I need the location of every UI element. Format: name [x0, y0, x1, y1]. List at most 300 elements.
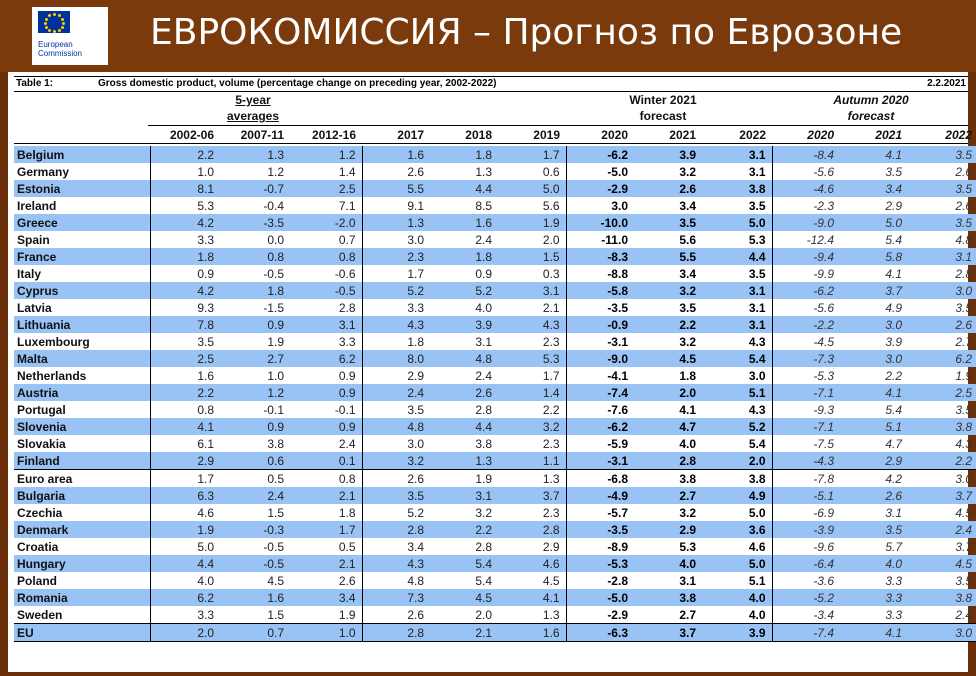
value-cell: 5.3 — [150, 197, 220, 214]
value-cell: 3.2 — [634, 282, 702, 299]
table-row — [14, 282, 976, 299]
table-row — [14, 316, 976, 333]
country-cell: Poland — [17, 573, 58, 588]
value-cell: 2.7 — [679, 607, 696, 622]
value-cell: 1.7 — [542, 368, 560, 383]
value-cell: 2.6 — [362, 163, 430, 180]
value-cell: -8.3 — [566, 248, 634, 265]
value-cell: 8.5 — [475, 198, 492, 213]
value-cell: -6.4 — [772, 555, 840, 572]
value-cell: 1.0 — [150, 163, 220, 180]
value-cell: 4.3 — [362, 316, 430, 333]
value-cell: -0.6 — [334, 266, 356, 281]
value-cell: 3.8 — [702, 470, 772, 488]
value-cell: 1.3 — [362, 214, 430, 231]
value-cell: 2.2 — [430, 521, 498, 538]
value-cell: 5.1 — [702, 384, 772, 401]
value-cell: -3.5 — [566, 299, 634, 316]
value-cell: 1.6 — [430, 214, 498, 231]
value-cell: 1.8 — [338, 505, 356, 520]
logo-line-1: European — [38, 40, 73, 49]
value-cell: 5.2 — [702, 418, 772, 435]
country-cell: Sweden — [17, 607, 63, 622]
value-cell: 1.8 — [679, 368, 696, 383]
eu-flag-icon — [38, 11, 70, 33]
group-winter-line2: forecast — [639, 109, 687, 123]
value-cell: -6.3 — [566, 624, 634, 642]
value-cell: -0.5 — [263, 266, 284, 281]
value-cell: 2.9 — [150, 452, 220, 470]
value-cell: 3.4 — [679, 266, 696, 281]
value-cell: 3.4 — [840, 180, 908, 197]
value-cell: 5.1 — [748, 573, 766, 588]
value-cell: 2.7 — [634, 487, 702, 504]
value-cell: 3.3 — [150, 606, 220, 624]
value-cell: -7.1 — [772, 384, 840, 401]
value-cell: 2.3 — [362, 248, 430, 265]
value-cell: 2.6 — [634, 180, 702, 197]
value-cell: 5.0 — [498, 180, 566, 197]
country-cell: Estonia — [14, 180, 150, 197]
column-header: 2007-11 — [240, 128, 284, 142]
table-row — [14, 572, 976, 589]
value-cell: 1.6 — [362, 146, 430, 163]
value-cell: 1.1 — [498, 452, 566, 470]
value-cell: 1.9 — [150, 521, 220, 538]
value-cell: 4.3 — [748, 334, 766, 349]
value-cell: -7.4 — [772, 624, 840, 642]
value-cell: 1.8 — [362, 333, 430, 350]
value-cell: 3.9 — [430, 316, 498, 333]
table-row — [14, 435, 976, 452]
value-cell: -2.0 — [290, 214, 362, 231]
logo-text — [38, 40, 82, 58]
value-cell: -5.1 — [772, 487, 840, 504]
value-cell: 3.8 — [908, 418, 976, 435]
gdp-table — [14, 146, 976, 642]
country-cell: Slovakia — [17, 436, 66, 451]
value-cell: 0.7 — [338, 232, 356, 247]
value-cell: 3.0 — [362, 231, 430, 248]
table-row — [14, 146, 976, 163]
value-cell: -10.0 — [566, 214, 634, 231]
value-cell: 1.3 — [542, 607, 560, 622]
country-cell: Slovenia — [14, 418, 150, 435]
value-cell: 4.6 — [150, 504, 220, 521]
value-cell: 4.7 — [634, 418, 702, 435]
value-cell: 4.1 — [498, 589, 566, 606]
value-cell: -9.9 — [772, 265, 840, 282]
value-cell: 3.3 — [338, 334, 356, 349]
value-cell: 1.5 — [267, 607, 284, 622]
value-cell: 3.2 — [498, 418, 566, 435]
value-cell: 6.2 — [908, 350, 976, 367]
value-cell: 0.9 — [475, 266, 492, 281]
value-cell: 1.2 — [290, 146, 362, 163]
value-cell: -8.9 — [566, 538, 634, 555]
group-averages-line1: 5-year — [235, 93, 271, 107]
value-cell: 1.0 — [290, 624, 362, 642]
value-cell: 3.8 — [634, 470, 702, 488]
value-cell: 2.6 — [840, 487, 908, 504]
value-cell: 1.8 — [150, 248, 220, 265]
column-header: 2018 — [465, 128, 492, 142]
table-row — [14, 555, 976, 572]
value-cell: 1.9 — [338, 607, 356, 622]
table-row — [14, 214, 976, 231]
value-cell: 3.5 — [362, 487, 430, 504]
value-cell: 5.1 — [840, 418, 908, 435]
value-cell: 3.2 — [362, 452, 430, 470]
value-cell: -0.4 — [263, 198, 284, 213]
value-cell: 3.7 — [955, 539, 972, 554]
european-commission-logo — [32, 7, 108, 65]
value-cell: 5.2 — [362, 504, 430, 521]
value-cell: -5.6 — [772, 299, 840, 316]
value-cell: 0.8 — [290, 470, 362, 488]
value-cell: 2.8 — [498, 521, 566, 538]
value-cell: 4.6 — [498, 555, 566, 572]
value-cell: 0.9 — [150, 265, 220, 282]
table-row — [14, 333, 976, 350]
value-cell: 2.9 — [885, 198, 902, 213]
value-cell: 5.2 — [362, 282, 430, 299]
value-cell: 3.3 — [362, 299, 430, 316]
value-cell: -3.1 — [566, 333, 634, 350]
group-winter-line1: Winter 2021 — [629, 93, 697, 107]
value-cell: -9.3 — [772, 401, 840, 418]
value-cell: 2.0 — [150, 624, 220, 642]
value-cell: 3.0 — [908, 470, 976, 488]
column-header: 2021 — [875, 128, 902, 142]
value-cell: 4.0 — [748, 607, 766, 622]
value-cell: -5.3 — [772, 367, 840, 384]
value-cell: 5.0 — [748, 505, 766, 520]
value-cell: 2.6 — [338, 573, 356, 588]
value-cell: 1.3 — [475, 164, 492, 179]
value-cell: -7.6 — [566, 401, 634, 418]
value-cell: 0.7 — [220, 624, 290, 642]
table-row — [14, 180, 976, 197]
value-cell: 0.9 — [220, 418, 290, 435]
value-cell: 3.8 — [702, 180, 772, 197]
value-cell: 3.8 — [475, 436, 492, 451]
value-cell: 2.6 — [362, 470, 430, 488]
country-cell: Portugal — [17, 402, 66, 417]
value-cell: 4.6 — [748, 539, 766, 554]
value-cell: 3.8 — [267, 436, 284, 451]
value-cell: 3.9 — [702, 624, 772, 642]
value-cell: 2.4 — [955, 607, 972, 622]
value-cell: 3.7 — [908, 487, 976, 504]
value-cell: 3.5 — [955, 402, 972, 417]
value-cell: 1.8 — [220, 282, 290, 299]
country-cell: Luxembourg — [17, 334, 90, 349]
value-cell: 4.3 — [362, 555, 430, 572]
table-row — [14, 487, 976, 504]
value-cell: 0.8 — [150, 401, 220, 418]
value-cell: 4.4 — [702, 248, 772, 265]
value-cell: 4.0 — [679, 436, 696, 451]
column-header: 2012-16 — [311, 128, 356, 142]
value-cell: 5.0 — [702, 214, 772, 231]
value-cell: -8.8 — [566, 265, 634, 282]
table-caption-bar — [14, 76, 968, 92]
value-cell: 2.8 — [362, 521, 430, 538]
value-cell: 3.0 — [566, 197, 634, 214]
value-cell: 4.3 — [498, 316, 566, 333]
value-cell: 4.1 — [840, 384, 908, 401]
value-cell: -0.1 — [263, 402, 284, 417]
value-cell: -5.9 — [566, 435, 634, 452]
value-cell: 1.6 — [220, 589, 290, 606]
value-cell: 3.7 — [498, 487, 566, 504]
value-cell: 2.6 — [362, 606, 430, 624]
value-cell: -7.1 — [772, 418, 840, 435]
value-cell: 4.9 — [885, 300, 902, 315]
group-averages-line2: averages — [226, 109, 280, 123]
column-header: 2022 — [739, 128, 766, 142]
value-cell: 3.6 — [702, 521, 772, 538]
value-cell: 3.5 — [840, 521, 908, 538]
value-cell: 1.3 — [220, 146, 290, 163]
value-cell: 6.2 — [150, 589, 220, 606]
value-cell: 2.0 — [542, 232, 560, 247]
table-row — [14, 452, 976, 470]
value-cell: 1.8 — [430, 146, 498, 163]
value-cell: 1.7 — [498, 146, 566, 163]
country-cell: Czechia — [17, 505, 63, 520]
value-cell: 0.9 — [290, 418, 362, 435]
value-cell: 2.6 — [955, 164, 972, 179]
value-cell: 5.7 — [885, 539, 902, 554]
table-row — [14, 197, 976, 214]
value-cell: 4.5 — [542, 573, 560, 588]
value-cell: 2.3 — [542, 505, 560, 520]
value-cell: 3.2 — [679, 334, 696, 349]
value-cell: -4.9 — [566, 487, 634, 504]
value-cell: 5.3 — [748, 232, 766, 247]
value-cell: 1.6 — [498, 624, 566, 642]
column-header: 2017 — [397, 128, 424, 142]
value-cell: -0.7 — [220, 180, 290, 197]
value-cell: 3.0 — [362, 435, 430, 452]
value-cell: 3.5 — [150, 333, 220, 350]
value-cell: 5.6 — [542, 198, 560, 213]
value-cell: 3.4 — [362, 538, 430, 555]
value-cell: -5.0 — [566, 589, 634, 606]
value-cell: 1.4 — [498, 384, 566, 401]
country-cell: Italy — [17, 266, 42, 281]
country-cell: Netherlands — [17, 368, 87, 383]
value-cell: 3.1 — [702, 282, 772, 299]
value-cell: 0.8 — [290, 248, 362, 265]
value-cell: -8.4 — [772, 146, 840, 163]
country-cell: Bulgaria — [14, 487, 150, 504]
value-cell: 1.4 — [338, 164, 356, 179]
value-cell: 2.4 — [475, 368, 492, 383]
value-cell: 0.9 — [338, 368, 356, 383]
value-cell: 3.8 — [908, 589, 976, 606]
value-cell: 4.0 — [840, 555, 908, 572]
value-cell: 4.1 — [840, 146, 908, 163]
value-cell: 0.1 — [290, 452, 362, 470]
value-cell: 7.1 — [338, 198, 356, 213]
value-cell: -2.8 — [566, 572, 634, 589]
value-cell: 9.1 — [362, 197, 430, 214]
table-row — [14, 401, 976, 418]
value-cell: -6.9 — [772, 504, 840, 521]
value-cell: 2.2 — [150, 146, 220, 163]
country-cell: Spain — [17, 232, 50, 247]
value-cell: 2.0 — [475, 607, 492, 622]
value-cell: 5.4 — [702, 350, 772, 367]
column-header: 2021 — [669, 128, 696, 142]
value-cell: 5.0 — [150, 538, 220, 555]
value-cell: 6.3 — [150, 487, 220, 504]
value-cell: 4.7 — [885, 436, 902, 451]
value-cell: 3.7 — [840, 282, 908, 299]
value-cell: 1.2 — [220, 384, 290, 401]
value-cell: -5.7 — [566, 504, 634, 521]
value-cell: 2.1 — [542, 300, 560, 315]
value-cell: 0.3 — [542, 266, 560, 281]
value-cell: 8.0 — [362, 350, 430, 367]
table-row — [14, 504, 976, 521]
value-cell: -3.5 — [566, 521, 634, 538]
value-cell: 4.5 — [267, 573, 284, 588]
value-cell: 6.2 — [290, 350, 362, 367]
value-cell: 3.2 — [679, 164, 696, 179]
value-cell: 0.5 — [338, 539, 356, 554]
value-cell: 3.1 — [475, 334, 492, 349]
value-cell: -2.3 — [772, 197, 840, 214]
value-cell: 3.1 — [702, 316, 772, 333]
group-autumn-line2: forecast — [847, 109, 895, 123]
value-cell: 5.4 — [748, 436, 766, 451]
value-cell: 4.8 — [430, 350, 498, 367]
country-cell: Malta — [14, 350, 150, 367]
value-cell: -6.8 — [566, 470, 634, 488]
value-cell: 3.1 — [748, 300, 766, 315]
value-cell: 2.8 — [475, 402, 492, 417]
table-row — [14, 470, 976, 488]
column-header: 2020 — [807, 128, 834, 142]
country-cell: Finland — [14, 452, 150, 470]
value-cell: 3.5 — [362, 401, 430, 418]
value-cell: 5.4 — [885, 232, 902, 247]
value-cell: 3.5 — [885, 164, 902, 179]
table-row — [14, 248, 976, 265]
value-cell: -3.5 — [220, 214, 290, 231]
value-cell: 4.5 — [908, 555, 976, 572]
value-cell: -7.4 — [566, 384, 634, 401]
value-cell: 0.6 — [542, 164, 560, 179]
value-cell: -1.5 — [263, 300, 284, 315]
value-cell: 3.2 — [679, 505, 696, 520]
value-cell: 3.5 — [908, 146, 976, 163]
value-cell: 3.7 — [634, 624, 702, 642]
value-cell: 3.8 — [634, 589, 702, 606]
country-cell: Croatia — [17, 539, 59, 554]
value-cell: -0.5 — [290, 282, 362, 299]
country-cell: Latvia — [17, 300, 52, 315]
table-row — [14, 538, 976, 555]
value-cell: 3.5 — [955, 573, 972, 588]
table-row — [14, 606, 976, 624]
country-cell: Denmark — [14, 521, 150, 538]
value-cell: -0.9 — [566, 316, 634, 333]
value-cell: 1.7 — [290, 521, 362, 538]
country-cell: Greece — [14, 214, 150, 231]
value-cell: 1.3 — [430, 452, 498, 470]
value-cell: 2.8 — [338, 300, 356, 315]
value-cell: 1.8 — [430, 248, 498, 265]
value-cell: 6.1 — [150, 435, 220, 452]
country-cell: Euro area — [14, 470, 150, 488]
value-cell: -0.1 — [334, 402, 356, 417]
table-row — [14, 299, 976, 316]
value-cell: -7.8 — [772, 470, 840, 488]
value-cell: 4.1 — [679, 402, 696, 417]
value-cell: 2.6 — [430, 384, 498, 401]
value-cell: 4.4 — [150, 555, 220, 572]
value-cell: 4.9 — [702, 487, 772, 504]
page-title: ЕВРОКОМИССИЯ – Прогноз по Еврозоне — [150, 12, 903, 53]
value-cell: 1.9 — [430, 470, 498, 488]
value-cell: 3.3 — [150, 231, 220, 248]
value-cell: -5.8 — [566, 282, 634, 299]
value-cell: 3.4 — [290, 589, 362, 606]
value-cell: 5.8 — [840, 248, 908, 265]
value-cell: 0.9 — [290, 384, 362, 401]
value-cell: 2.5 — [150, 350, 220, 367]
value-cell: 2.4 — [338, 436, 356, 451]
value-cell: 3.1 — [290, 316, 362, 333]
value-cell: 4.3 — [955, 436, 972, 451]
table-row — [14, 521, 976, 538]
value-cell: -5.0 — [566, 163, 634, 180]
table-caption: Gross domestic product, volume (percentage change on preceding year, 2002-2022) — [98, 78, 497, 89]
value-cell: 3.9 — [885, 334, 902, 349]
value-cell: 3.5 — [908, 214, 976, 231]
value-cell: 2.6 — [908, 316, 976, 333]
value-cell: 5.5 — [634, 248, 702, 265]
value-cell: 2.8 — [362, 624, 430, 642]
country-cell: EU — [14, 624, 150, 642]
value-cell: -3.1 — [566, 452, 634, 470]
value-cell: 1.9 — [267, 334, 284, 349]
value-cell: 5.4 — [885, 402, 902, 417]
table-date: 2.2.2021 — [927, 78, 966, 89]
value-cell: -2.2 — [772, 316, 840, 333]
value-cell: 4.2 — [150, 214, 220, 231]
value-cell: 4.0 — [475, 300, 492, 315]
value-cell: 1.5 — [267, 505, 284, 520]
value-cell: 4.1 — [840, 624, 908, 642]
value-cell: 5.5 — [362, 180, 430, 197]
value-cell: -5.6 — [772, 163, 840, 180]
value-cell: 3.1 — [702, 146, 772, 163]
value-cell: 3.5 — [634, 214, 702, 231]
value-cell: 5.3 — [498, 350, 566, 367]
value-cell: 1.5 — [498, 248, 566, 265]
value-cell: 2.7 — [220, 350, 290, 367]
value-cell: -6.2 — [566, 146, 634, 163]
value-cell: 3.0 — [840, 350, 908, 367]
value-cell: 4.8 — [362, 572, 430, 589]
value-cell: -3.6 — [772, 572, 840, 589]
